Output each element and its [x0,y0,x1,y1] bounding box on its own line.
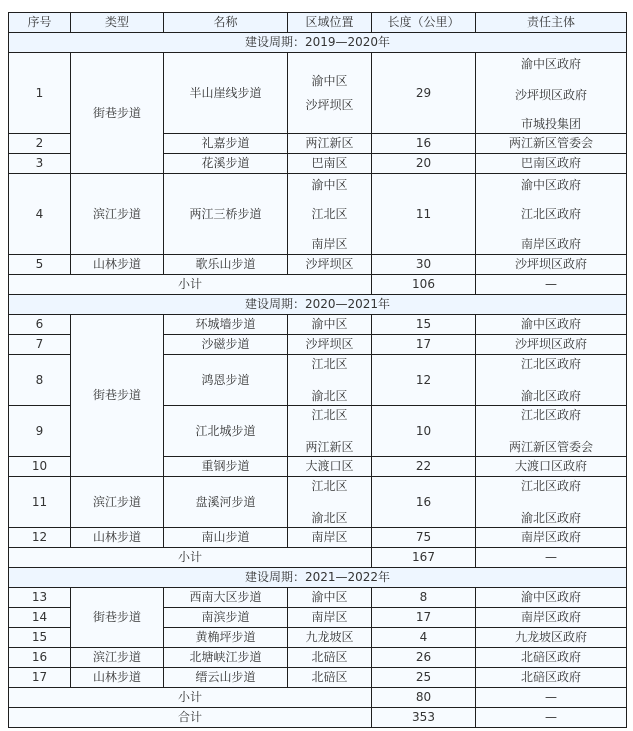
cell-length: 16 [372,134,476,154]
cell-name: 半山崖线步道 [164,53,288,134]
cell-no: 17 [9,668,71,688]
cell-no: 15 [9,628,71,648]
subtotal-label: 小计 [9,688,372,708]
subtotal-row [9,548,627,568]
cell-name: 环城墙步道 [164,315,288,335]
cell-name: 北塘峡江步道 [164,648,288,668]
cell-area: 南岸区 [288,608,372,628]
cell-no: 8 [9,355,71,406]
cell-type: 山林步道 [71,668,164,688]
cell-name: 西南大区步道 [164,588,288,608]
subtotal-row [9,688,627,708]
cell-area: 沙坪坝区 [288,255,372,275]
cell-area [288,174,372,255]
area-line: 渝中区 [311,178,348,192]
cell-area [288,477,372,528]
total-row [9,708,627,728]
cell-no: 5 [9,255,71,275]
trail-table [8,12,627,728]
area-line: 渝中区 [311,74,348,88]
header-area: 区域位置 [288,13,372,33]
cell-name: 沙磁步道 [164,335,288,355]
cell-name: 重钢步道 [164,457,288,477]
cell-no: 10 [9,457,71,477]
cell-area [288,355,372,406]
cell-length: 25 [372,668,476,688]
cell-area: 两江新区 [288,134,372,154]
subtotal-row [9,275,627,295]
cell-area: 渝中区 [288,588,372,608]
area-line: 南岸区 [311,237,348,251]
area-line: 渝北区 [311,511,348,525]
total-label: 合计 [9,708,372,728]
cell-no: 11 [9,477,71,528]
subtotal-value: 106 [372,275,476,295]
cell-owner: 渝中区政府 [476,588,627,608]
cell-no: 16 [9,648,71,668]
cell-owner: 巴南区政府 [476,154,627,174]
subtotal-owner: — [476,548,627,568]
area-line: 江北区 [311,207,348,221]
cell-name: 江北城步道 [164,406,288,457]
cell-owner: 九龙坡区政府 [476,628,627,648]
cell-area: 大渡口区 [288,457,372,477]
cell-owner: 两江新区管委会 [476,134,627,154]
cell-name: 黄桷坪步道 [164,628,288,648]
cell-no: 9 [9,406,71,457]
table-row [9,477,627,528]
period-header-row [9,33,627,53]
header-type: 类型 [71,13,164,33]
table-row [9,174,627,255]
header-owner: 责任主体 [476,13,627,33]
cell-owner: 沙坪坝区政府 [476,335,627,355]
cell-name: 南滨步道 [164,608,288,628]
header-name: 名称 [164,13,288,33]
cell-type: 滨江步道 [71,174,164,255]
cell-name: 花溪步道 [164,154,288,174]
cell-area: 渝中区 [288,315,372,335]
cell-no: 12 [9,528,71,548]
cell-length: 17 [372,335,476,355]
cell-name: 缙云山步道 [164,668,288,688]
cell-owner: 沙坪坝区政府 [476,255,627,275]
owner-line: 江北区政府 [520,408,581,422]
cell-no: 6 [9,315,71,335]
cell-type: 街巷步道 [71,53,164,174]
subtotal-label: 小计 [9,548,372,568]
cell-owner [476,174,627,255]
cell-area [288,406,372,457]
total-owner: — [476,708,627,728]
cell-name: 歌乐山步道 [164,255,288,275]
subtotal-owner: — [476,688,627,708]
area-line: 江北区 [311,408,348,422]
cell-length: 17 [372,608,476,628]
cell-type: 街巷步道 [71,588,164,648]
table-row [9,53,627,134]
cell-owner: 北碚区政府 [476,648,627,668]
period-label: 建设周期：2021—2022年 [9,568,627,588]
cell-owner: 南岸区政府 [476,528,627,548]
cell-type: 山林步道 [71,528,164,548]
cell-type: 山林步道 [71,255,164,275]
period-label: 建设周期：2019—2020年 [9,33,627,53]
owner-line: 两江新区管委会 [508,440,593,454]
owner-line: 渝北区政府 [520,511,581,525]
cell-length: 16 [372,477,476,528]
table-row [9,255,627,275]
period-label: 建设周期：2020—2021年 [9,295,627,315]
owner-line: 南岸区政府 [520,237,581,251]
cell-no: 2 [9,134,71,154]
header-length: 长度（公里） [372,13,476,33]
cell-no: 14 [9,608,71,628]
owner-line: 江北区政府 [520,479,581,493]
header-no: 序号 [9,13,71,33]
header-row [9,13,627,33]
period-header-row [9,295,627,315]
owner-line: 江北区政府 [520,357,581,371]
cell-name: 鸿恩步道 [164,355,288,406]
cell-owner [476,406,627,457]
cell-area: 南岸区 [288,528,372,548]
cell-area [288,53,372,134]
cell-length: 8 [372,588,476,608]
owner-line: 沙坪坝区政府 [514,88,587,102]
cell-owner: 北碚区政府 [476,668,627,688]
cell-length: 12 [372,355,476,406]
cell-no: 4 [9,174,71,255]
cell-area: 北碚区 [288,668,372,688]
cell-owner: 渝中区政府 [476,315,627,335]
area-line: 两江新区 [305,440,354,454]
owner-line: 江北区政府 [520,207,581,221]
cell-length: 10 [372,406,476,457]
owner-line: 市城投集团 [520,117,581,131]
cell-length: 22 [372,457,476,477]
table-row [9,588,627,608]
cell-name: 盘溪河步道 [164,477,288,528]
cell-length: 30 [372,255,476,275]
cell-no: 1 [9,53,71,134]
cell-type: 街巷步道 [71,315,164,477]
cell-area: 北碚区 [288,648,372,668]
cell-no: 3 [9,154,71,174]
owner-line: 渝中区政府 [520,57,581,71]
cell-type: 滨江步道 [71,477,164,528]
cell-length: 75 [372,528,476,548]
cell-area: 九龙坡区 [288,628,372,648]
cell-name: 两江三桥步道 [164,174,288,255]
cell-name: 礼嘉步道 [164,134,288,154]
cell-owner [476,355,627,406]
area-line: 沙坪坝区 [305,98,354,112]
cell-owner: 大渡口区政府 [476,457,627,477]
area-line: 江北区 [311,479,348,493]
cell-length: 4 [372,628,476,648]
table-row [9,315,627,335]
table-row [9,648,627,668]
total-value: 353 [372,708,476,728]
cell-no: 13 [9,588,71,608]
cell-owner: 南岸区政府 [476,608,627,628]
cell-length: 15 [372,315,476,335]
cell-length: 29 [372,53,476,134]
cell-length: 20 [372,154,476,174]
area-line: 江北区 [311,357,348,371]
area-line: 渝北区 [311,389,348,403]
cell-area: 巴南区 [288,154,372,174]
table-row [9,668,627,688]
subtotal-owner: — [476,275,627,295]
subtotal-value: 167 [372,548,476,568]
cell-type: 滨江步道 [71,648,164,668]
cell-length: 11 [372,174,476,255]
owner-line: 渝中区政府 [520,178,581,192]
cell-name: 南山步道 [164,528,288,548]
cell-owner [476,477,627,528]
cell-no: 7 [9,335,71,355]
cell-area: 沙坪坝区 [288,335,372,355]
owner-line: 渝北区政府 [520,389,581,403]
cell-length: 26 [372,648,476,668]
cell-owner [476,53,627,134]
period-header-row [9,568,627,588]
table-row [9,528,627,548]
subtotal-label: 小计 [9,275,372,295]
subtotal-value: 80 [372,688,476,708]
